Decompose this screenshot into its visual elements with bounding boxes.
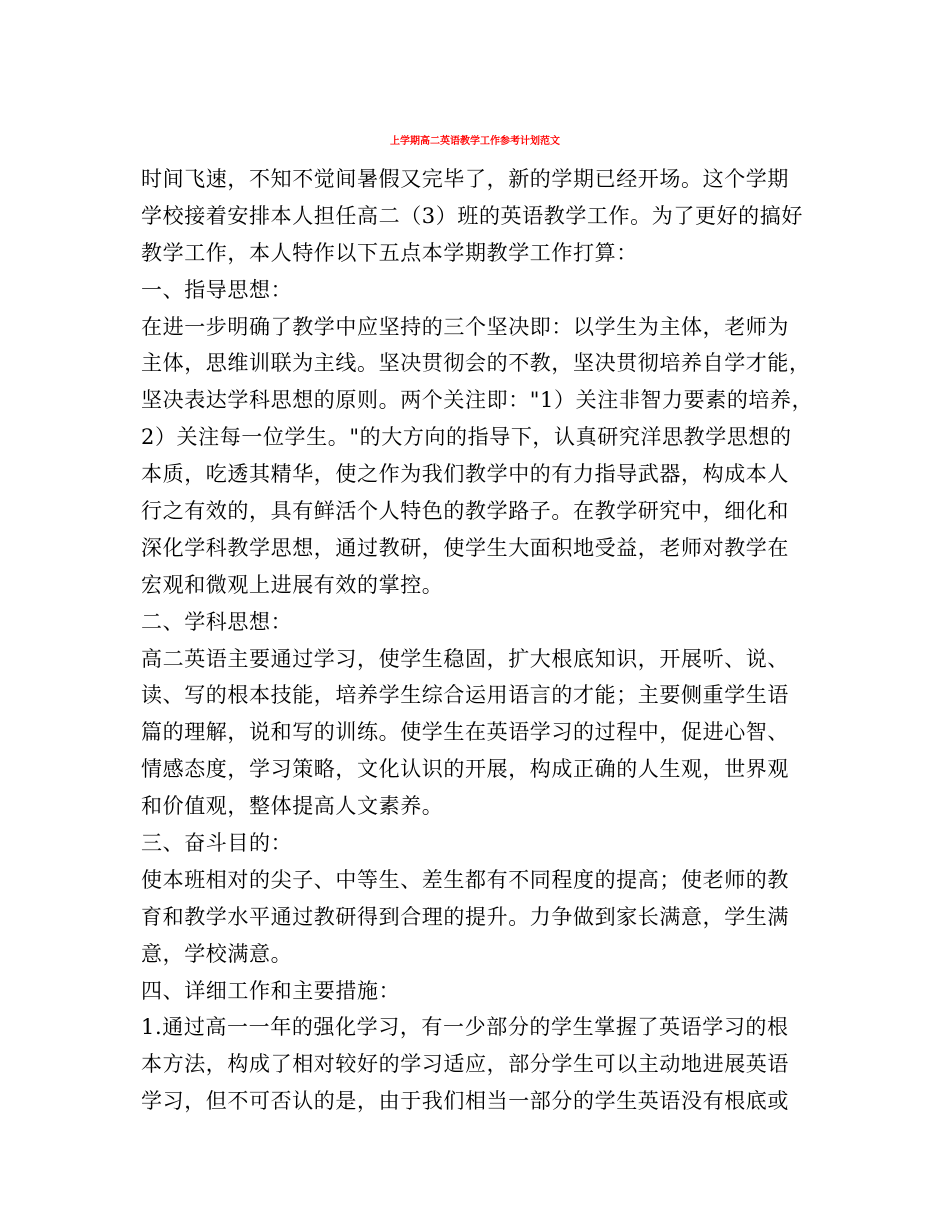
body-line: 本方法，构成了相对较好的学习适应，部分学生可以主动地进展英语: [141, 1052, 789, 1077]
body-line: 四、详细工作和主要措施：: [141, 978, 401, 1003]
body-line: 二、学科思想：: [141, 609, 293, 634]
body-line: 学校接着安排本人担任高二（3）班的英语教学工作。为了更好的搞好: [141, 203, 803, 228]
body-line: 2）关注每一位学生。"的大方向的指导下，认真研究洋思教学思想的: [141, 425, 792, 450]
body-line: 本质，吃透其精华，使之作为我们教学中的有力指导武器，构成本人: [141, 462, 789, 487]
body-line: 育和教学水平通过教研得到合理的提升。力争做到家长满意，学生满: [141, 904, 789, 929]
body-line: 坚决表达学科思想的原则。两个关注即："1）关注非智力要素的培养，: [141, 388, 814, 413]
body-line: 宏观和微观上进展有效的掌控。: [141, 572, 444, 597]
body-line: 行之有效的，具有鲜活个人特色的教学路子。在教学研究中，细化和: [141, 499, 789, 524]
body-line: 三、奋斗目的：: [141, 831, 293, 856]
body-line: 和价值观，整体提高人文素养。: [141, 794, 444, 819]
body-line: 意，学校满意。: [141, 941, 293, 966]
body-line: 情感态度，学习策略，文化认识的开展，构成正确的人生观，世界观: [141, 757, 789, 782]
body-line: 使本班相对的尖子、中等生、差生都有不同程度的提高；使老师的教: [141, 867, 789, 892]
body-line: 1.通过高一一年的强化学习，有一少部分的学生掌握了英语学习的根: [141, 1015, 789, 1040]
body-line: 深化学科教学思想，通过教研，使学生大面积地受益，老师对教学在: [141, 535, 789, 560]
document-body: [141, 161, 821, 1120]
body-line: 篇的理解，说和写的训练。使学生在英语学习的过程中，促进心智、: [141, 720, 789, 745]
document-title: 上学期高二英语教学工作参考计划范文: [390, 136, 560, 147]
body-line: 高二英语主要通过学习，使学生稳固，扩大根底知识，开展听、说、: [141, 646, 789, 671]
body-line: 时间飞速，不知不觉间暑假又完毕了，新的学期已经开场。这个学期: [141, 167, 789, 191]
body-line: 主体，思维训联为主线。坚决贯彻会的不教，坚决贯彻培养自学才能，: [141, 351, 811, 376]
body-line: 学习，但不可否认的是，由于我们相当一部分的学生英语没有根底或: [141, 1089, 789, 1114]
body-line: 教学工作，本人特作以下五点本学期教学工作打算：: [141, 240, 638, 265]
body-line: 读、写的根本技能，培养学生综合运用语言的才能；主要侧重学生语: [141, 683, 789, 708]
body-line: 一、指导思想：: [141, 277, 293, 302]
body-line: 在进一步明确了教学中应坚持的三个坚决即：以学生为主体，老师为: [141, 314, 789, 339]
